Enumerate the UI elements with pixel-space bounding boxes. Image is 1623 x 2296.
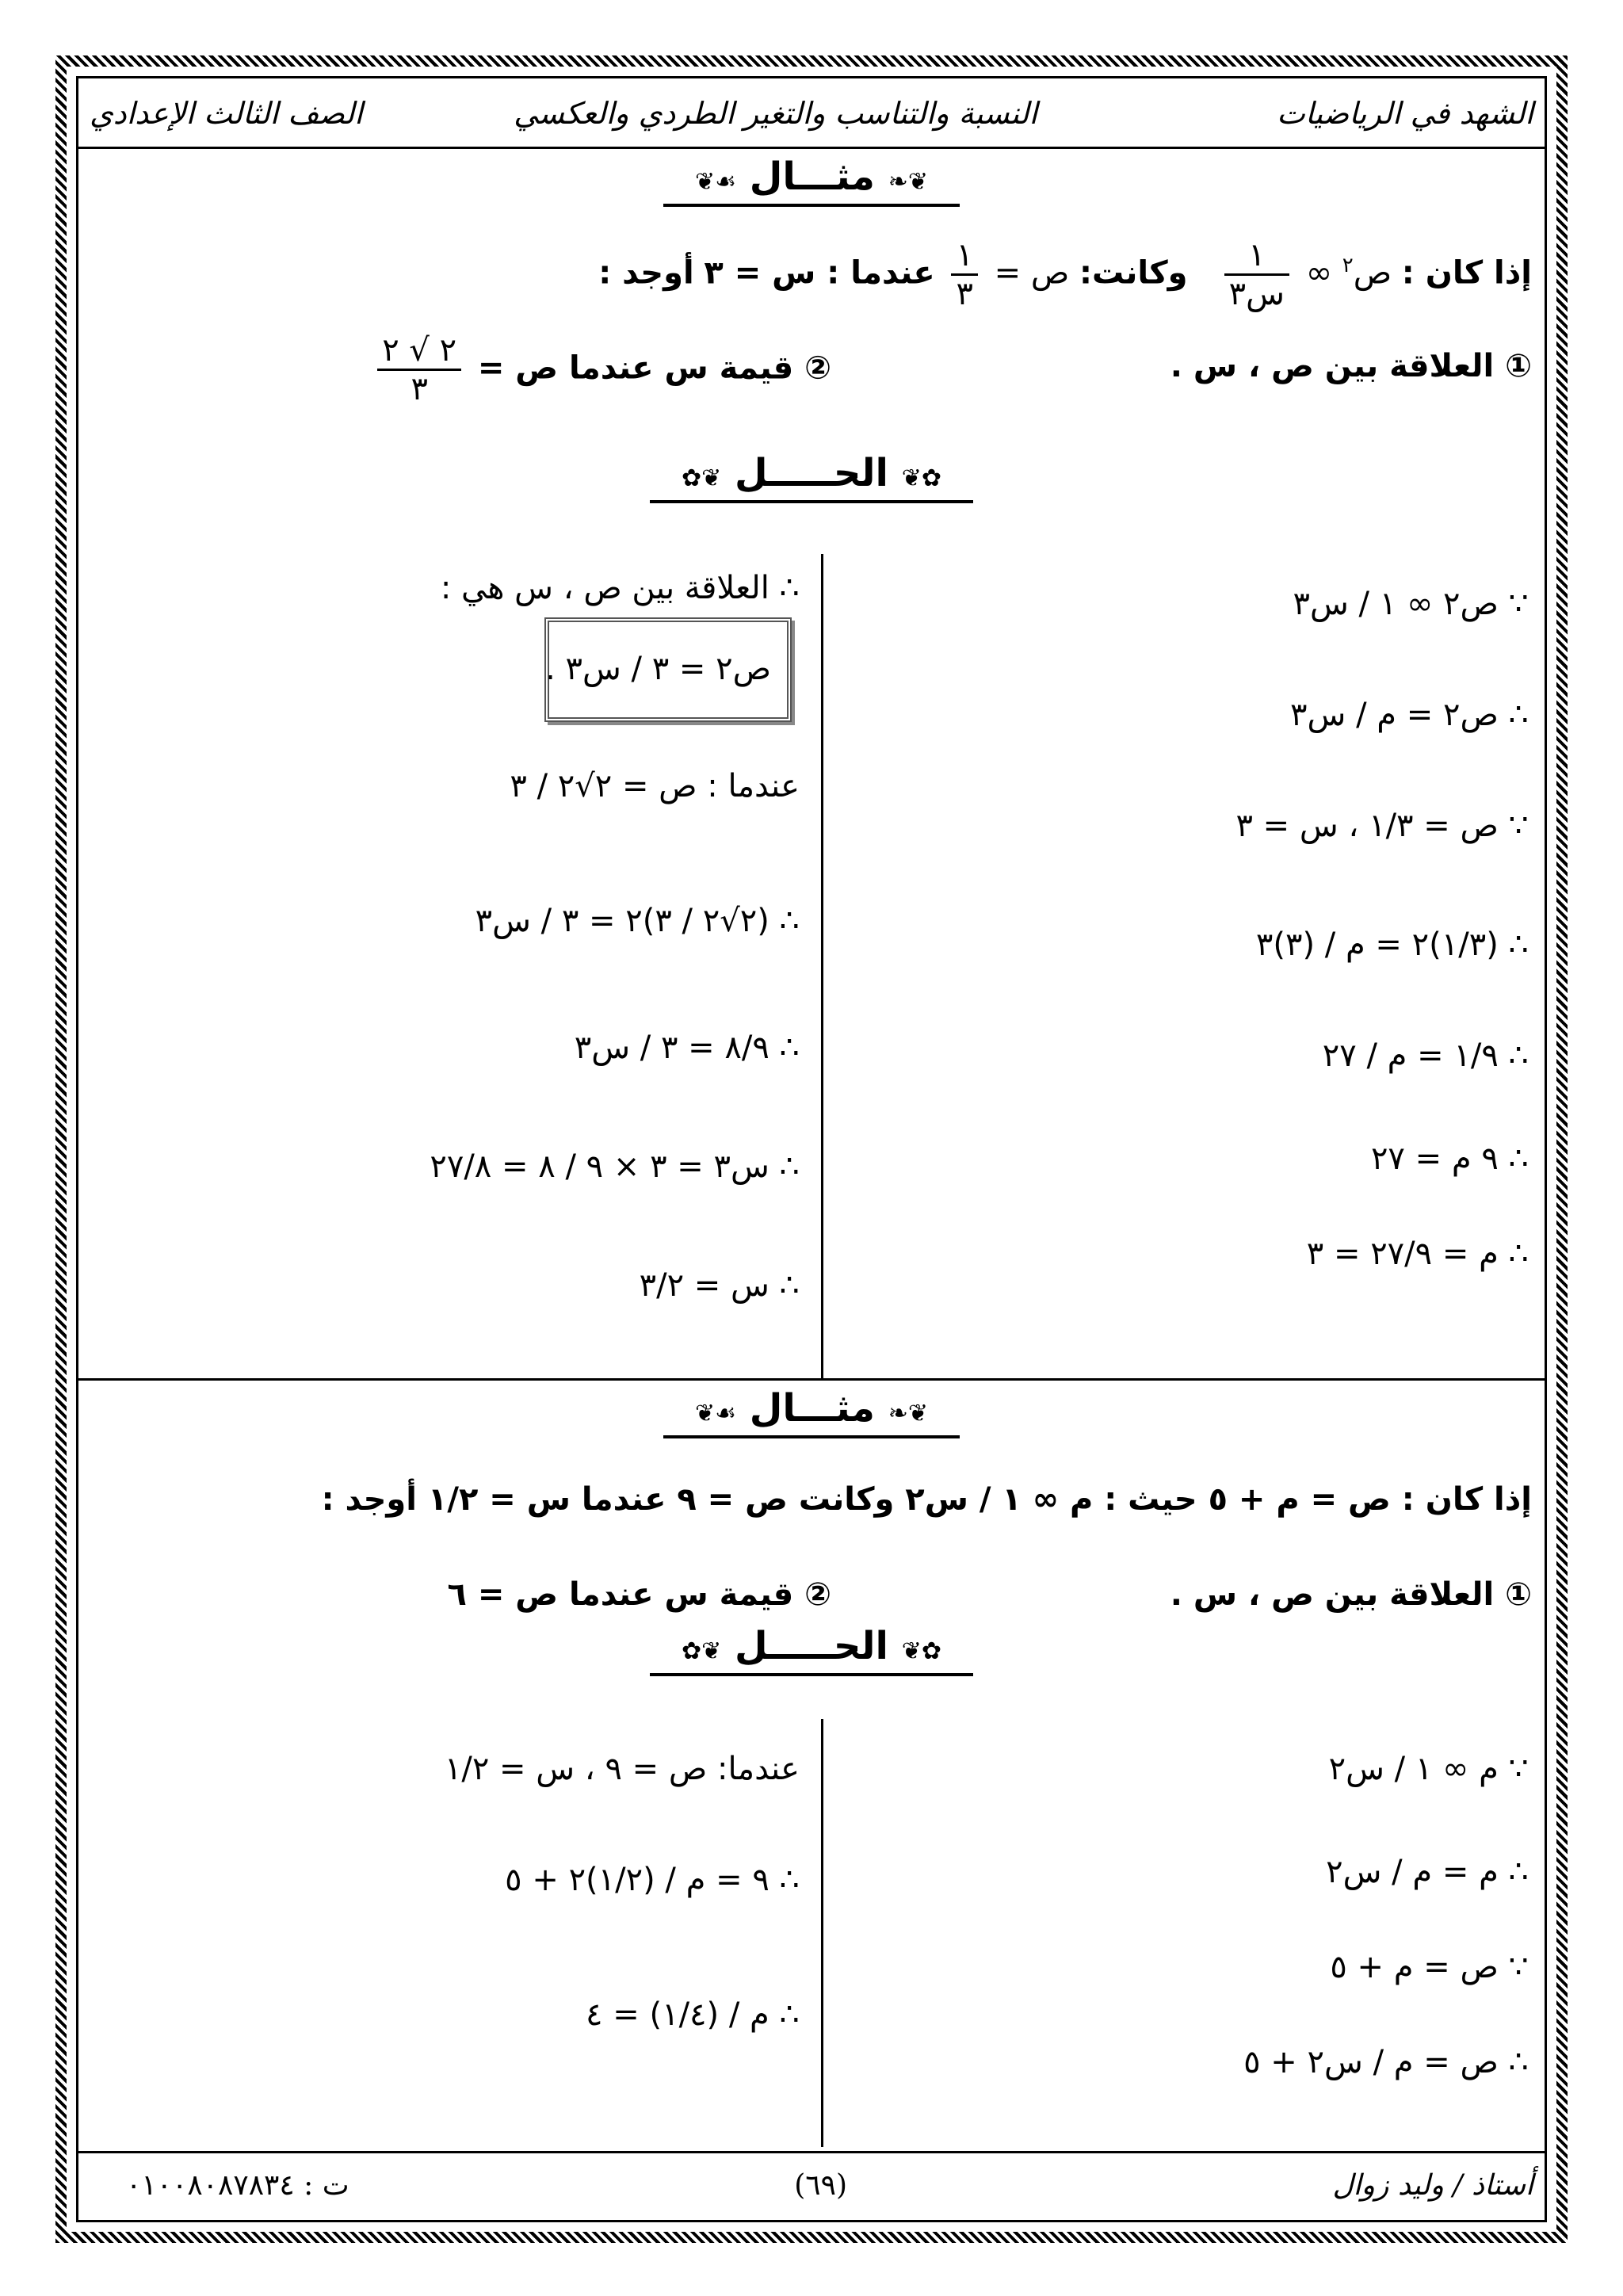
step: ∴ س = ٣/٢	[639, 1267, 800, 1304]
ornament-icon: ☙❦	[695, 168, 737, 196]
example1-right-column	[847, 562, 1529, 1378]
ornament-icon: ✿❦	[901, 1637, 941, 1665]
step: ∵ ص = ١/٣ ، س = ٣	[1235, 808, 1529, 844]
ornament-icon: ❦❧	[888, 168, 928, 196]
step: ∴ ١/٩ = م / ٢٧	[1322, 1037, 1529, 1074]
ornament-icon: ✿❦	[901, 464, 941, 492]
step: ∵ م ∞ ١ / س٢	[1328, 1751, 1529, 1787]
page-header	[78, 78, 1545, 149]
ornament-icon: ❦❧	[888, 1400, 928, 1427]
step: ∴ (١/٣)٢ = م / (٣)٣	[1255, 926, 1529, 963]
example2-question-2: ② قيمة س عندما ص = ٦	[447, 1576, 831, 1613]
example1-title: ❦❧ مثـــال ☙❦	[78, 155, 1545, 207]
step: ∴ م = ٢٧/٩ = ٣	[1306, 1236, 1529, 1272]
section-divider	[78, 1378, 1545, 1381]
footer-phone: ت : ٠١٠٠٨٠٨٧٨٣٤	[126, 2169, 349, 2202]
step: عندما : ص = ٢√٢ / ٣	[510, 768, 800, 804]
ornament-icon: ❦✿	[682, 1637, 722, 1665]
step: ∴ س٣ = ٣ × ٩ / ٨ = ٢٧/٨	[430, 1148, 800, 1185]
example1-question-1: ① العلاقة بين ص ، س .	[1170, 348, 1532, 384]
step: ∴ ٩ = م / (١/٢)٢ + ٥	[505, 1862, 800, 1898]
boxed-relation: ص٢ = ٣ / س٣ .	[545, 651, 771, 687]
header-grade: الصف الثالث الإعدادي	[90, 96, 363, 131]
example1-solution-title: ✿❦ الحـــــل ❦✿	[78, 451, 1545, 503]
example2-question-1: ① العلاقة بين ص ، س .	[1170, 1576, 1532, 1613]
footer-teacher: أستاذ / وليد زوال	[1332, 2169, 1533, 2202]
step: ∴ م = م / س٢	[1326, 1854, 1529, 1890]
step: ∵ ص = م + ٥	[1330, 1949, 1529, 1985]
step: ∴ ٨/٩ = ٣ / س٣	[574, 1030, 800, 1066]
example1-left-column	[102, 562, 800, 1378]
step: ∴ ٩ م = ٢٧	[1370, 1140, 1529, 1177]
step: ∴ م / (١/٤) = ٤	[586, 1996, 800, 2033]
step: ∴ (٢√٢ / ٣)٢ = ٣ / س٣	[475, 903, 800, 939]
step: ∴ العلاقة بين ص ، س هي :	[440, 570, 800, 606]
step: ∴ ص٢ = م / س٣	[1290, 697, 1529, 733]
step: ∵ ص٢ ∞ ١ / س٣	[1293, 586, 1529, 622]
example2-solution-title: ✿❦ الحـــــل ❦✿	[78, 1624, 1545, 1676]
page-number: (٦٩)	[794, 2169, 847, 2202]
example1-question-2: ② قيمة س عندما ص = $\frac{٢ √ ٢}{٣}$	[371, 332, 831, 407]
step: عندما: ص = ٩ ، س = ١/٢	[444, 1751, 800, 1787]
example2-title: ❦❧ مثـــال ☙❦	[78, 1386, 1545, 1438]
page-content	[76, 76, 1547, 2222]
example2-given: إذا كان : ص = م + ٥ حيث : م ∞ ١ / س٢ وكانت ص = ٩ عندما س = ١/٢ أوجد :	[321, 1481, 1532, 1518]
result-box	[544, 617, 792, 722]
column-divider	[821, 1719, 823, 2147]
example1-given: إذا كان : ص$^٢$ ∞ $\frac{١}{\text{س٣}}$ وكانت: ص = $\frac{١}{٣}$ عندما : س = ٣ أوجد :	[598, 237, 1532, 312]
example2-right-column	[847, 1727, 1529, 2147]
ornament-icon: ☙❦	[695, 1400, 737, 1427]
example2-left-column	[102, 1727, 800, 2147]
column-divider	[821, 554, 823, 1378]
ornament-icon: ❦✿	[682, 464, 722, 492]
header-lesson-title: النسبة والتناسب والتغير الطردي والعكسي	[514, 96, 1037, 131]
page-footer	[78, 2151, 1545, 2220]
step: ∴ ص = م / س٢ + ٥	[1243, 2044, 1529, 2080]
header-book-title: الشهد في الرياضيات	[1277, 96, 1533, 131]
